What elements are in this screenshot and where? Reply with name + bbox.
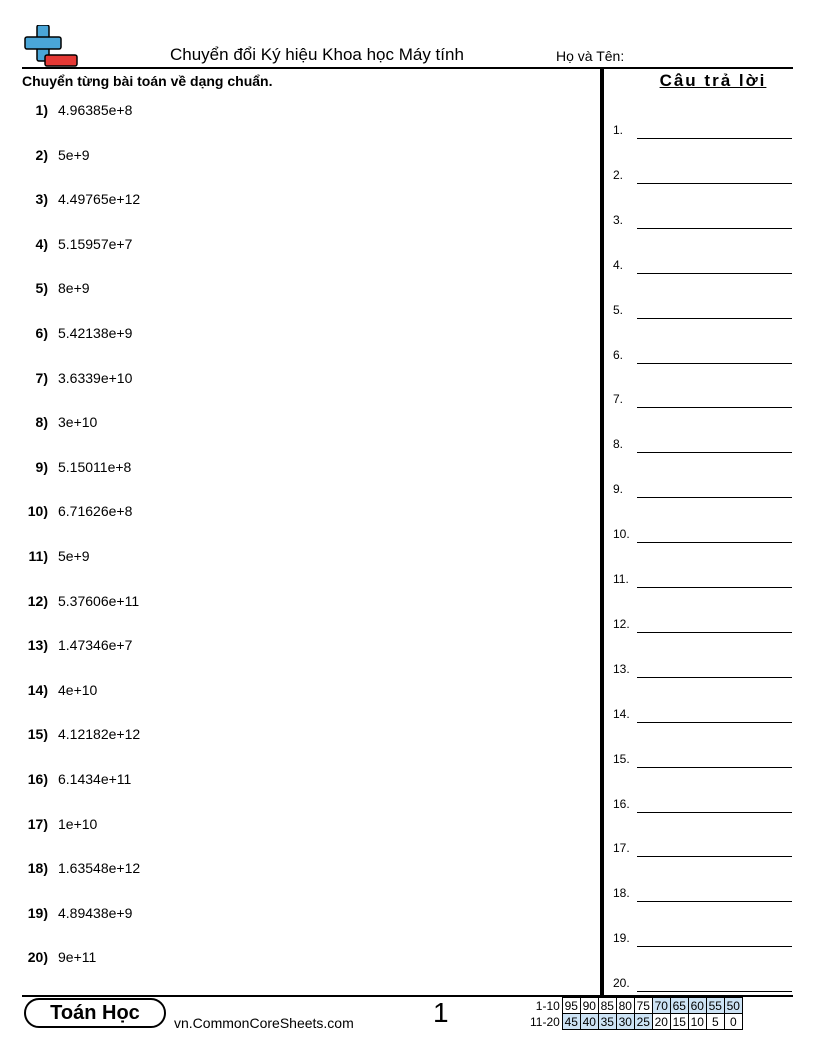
problem-item [22,189,140,209]
score-row-label: 11-20 [530,1014,560,1029]
answer-number: 13. [613,661,630,676]
problem-item [22,100,132,120]
score-cell: 60 [688,998,706,1014]
problem-item [22,457,131,477]
problem-number: 2) [35,146,48,163]
answer-item[interactable] [613,882,792,902]
problem-item [22,947,96,967]
answer-number: 2. [613,167,624,182]
answer-number: 10. [613,527,630,542]
problem-number: 11) [28,548,48,564]
answer-number: 5. [613,302,624,317]
instructions: Chuyển từng bài toán về dạng chuẩn. [22,73,273,89]
answer-blank-line[interactable] [637,407,792,408]
score-table [530,997,743,1030]
problem-item [22,145,90,165]
answer-blank-line[interactable] [637,812,792,813]
problem-number: 4) [35,235,48,252]
problem-number: 16) [27,771,48,787]
problem-number: 12) [27,592,48,609]
answer-number: 9. [613,482,624,497]
problem-item [22,323,132,343]
problem-value: 5.37606e+11 [58,592,140,609]
answer-blank-line[interactable] [637,991,792,992]
answer-blank-line[interactable] [637,452,792,453]
answer-blank-line[interactable] [637,767,792,768]
problem-item [22,591,139,611]
score-cell: 0 [724,1014,742,1030]
answer-number: 15. [613,751,630,766]
answer-number: 12. [613,616,630,631]
score-cell: 80 [616,998,634,1014]
problem-value: 5e+9 [58,548,90,564]
score-row-label: 1-10 [535,998,560,1013]
answer-item[interactable] [613,568,792,588]
problem-item [22,234,132,254]
score-cell: 20 [652,1014,670,1030]
answer-number: 20. [613,976,630,991]
problem-item [22,635,132,655]
problem-value: 1.63548e+12 [58,860,141,877]
answer-item[interactable] [613,927,792,947]
answer-blank-line[interactable] [637,183,792,184]
answer-blank-line[interactable] [637,946,792,947]
score-cell: 65 [670,998,688,1014]
problem-value: 5e+9 [58,146,90,163]
answer-number: 19. [613,931,630,946]
answer-number: 17. [613,841,630,856]
answer-blank-line[interactable] [637,722,792,723]
score-cell: 95 [562,998,580,1014]
problem-value: 6.71626e+8 [58,503,133,520]
answer-blank-line[interactable] [637,363,792,364]
answer-blank-line[interactable] [637,228,792,229]
answer-item[interactable] [613,344,792,364]
answer-blank-line[interactable] [637,542,792,543]
problem-value: 9e+11 [58,949,97,966]
score-cell: 55 [706,998,724,1014]
answer-item[interactable] [613,478,792,498]
answer-blank-line[interactable] [637,677,792,678]
answer-item[interactable] [613,299,792,319]
answer-blank-line[interactable] [637,587,792,588]
answer-blank-line[interactable] [637,497,792,498]
answer-item[interactable] [613,837,792,857]
answer-number: 3. [613,212,624,227]
problem-item [22,501,132,521]
problem-number: 14) [27,681,48,698]
answer-item[interactable] [613,613,792,633]
score-cell: 90 [580,998,598,1014]
problem-value: 4.96385e+8 [58,102,133,118]
problem-value: 5.15011e+8 [58,458,132,475]
problem-number: 6) [35,325,48,341]
problem-number: 8) [35,414,48,431]
answer-item[interactable] [613,972,792,992]
answer-item[interactable] [613,254,792,274]
worksheet-title: Chuyển đổi Ký hiệu Khoa học Máy tính [170,45,464,64]
site-url[interactable]: vn.CommonCoreSheets.com [174,1015,354,1031]
problem-value: 4e+10 [58,681,98,698]
answer-item[interactable] [613,793,792,813]
score-row [530,998,742,1014]
score-cell: 40 [580,1014,598,1030]
score-cell: 75 [634,998,652,1014]
answer-number: 16. [613,796,630,811]
problem-item [22,858,140,878]
answer-blank-line[interactable] [637,901,792,902]
problem-number: 3) [35,191,48,208]
answer-blank-line[interactable] [637,273,792,274]
problem-value: 3e+10 [58,414,98,431]
answer-number: 14. [613,706,630,721]
answer-item[interactable] [613,658,792,678]
score-cell: 15 [670,1014,688,1030]
problem-item [22,680,97,700]
score-cell: 50 [724,998,742,1014]
problem-item [22,412,97,432]
problem-item [22,724,140,744]
answer-number: 11. [613,572,629,586]
answer-number: 7. [613,392,624,407]
answer-item[interactable] [613,119,792,139]
page-number: 1 [433,997,449,1028]
score-cell: 35 [598,1014,616,1030]
problem-number: 17) [27,815,48,832]
problem-value: 8e+9 [58,280,90,297]
answer-blank-line[interactable] [637,632,792,633]
name-label: Họ và Tên: [556,48,625,64]
score-cell: 10 [688,1014,706,1030]
problem-number: 5) [35,280,48,297]
problem-value: 3.6339e+10 [58,369,133,386]
problem-item [22,546,90,566]
problem-number: 1) [35,102,48,118]
score-row [530,1014,742,1030]
score-cell: 85 [598,998,616,1014]
answer-item[interactable] [613,703,792,723]
answer-item[interactable] [613,388,792,408]
score-cell: 25 [634,1014,652,1030]
answer-item[interactable] [613,209,792,229]
problem-number: 9) [35,458,48,475]
answer-item[interactable] [613,748,792,768]
problem-value: 6.1434e+11 [58,771,132,787]
answer-item[interactable] [613,433,792,453]
column-divider [600,69,604,995]
problem-value: 4.49765e+12 [58,191,141,208]
answer-number: 8. [613,437,624,452]
header-divider [22,67,793,69]
score-cell: 5 [706,1014,724,1030]
problem-number: 10) [27,503,48,520]
problem-item [22,368,132,388]
plus-minus-logo-icon [23,25,79,67]
answer-number: 1. [613,123,624,137]
problem-value: 5.42138e+9 [58,325,133,341]
brand-badge: Toán Học [24,998,166,1028]
problem-value: 4.89438e+9 [58,904,133,921]
score-cell: 70 [652,998,670,1014]
answer-blank-line[interactable] [637,318,792,319]
problem-value: 5.15957e+7 [58,235,133,252]
problem-number: 18) [27,860,48,877]
problem-number: 15) [27,726,48,743]
problem-item [22,814,97,834]
answer-blank-line[interactable] [637,856,792,857]
problem-value: 1.47346e+7 [58,637,133,654]
problem-value: 1e+10 [58,815,98,832]
answer-number: 18. [613,886,630,901]
answer-blank-line[interactable] [637,138,792,139]
score-cell: 30 [616,1014,634,1030]
answer-item[interactable] [613,164,792,184]
score-cell: 45 [562,1014,580,1030]
problem-number: 19) [27,904,48,921]
problem-item [22,278,90,298]
answer-number: 4. [613,257,624,272]
problem-number: 13) [27,637,48,654]
answers-title: Câu trả lời [659,71,767,90]
problem-item [22,903,132,923]
problem-number: 7) [35,369,48,386]
problem-number: 20) [27,949,48,966]
problem-value: 4.12182e+12 [58,726,141,743]
answer-number: 6. [613,347,624,362]
problem-item [22,769,131,789]
answer-item[interactable] [613,523,792,543]
